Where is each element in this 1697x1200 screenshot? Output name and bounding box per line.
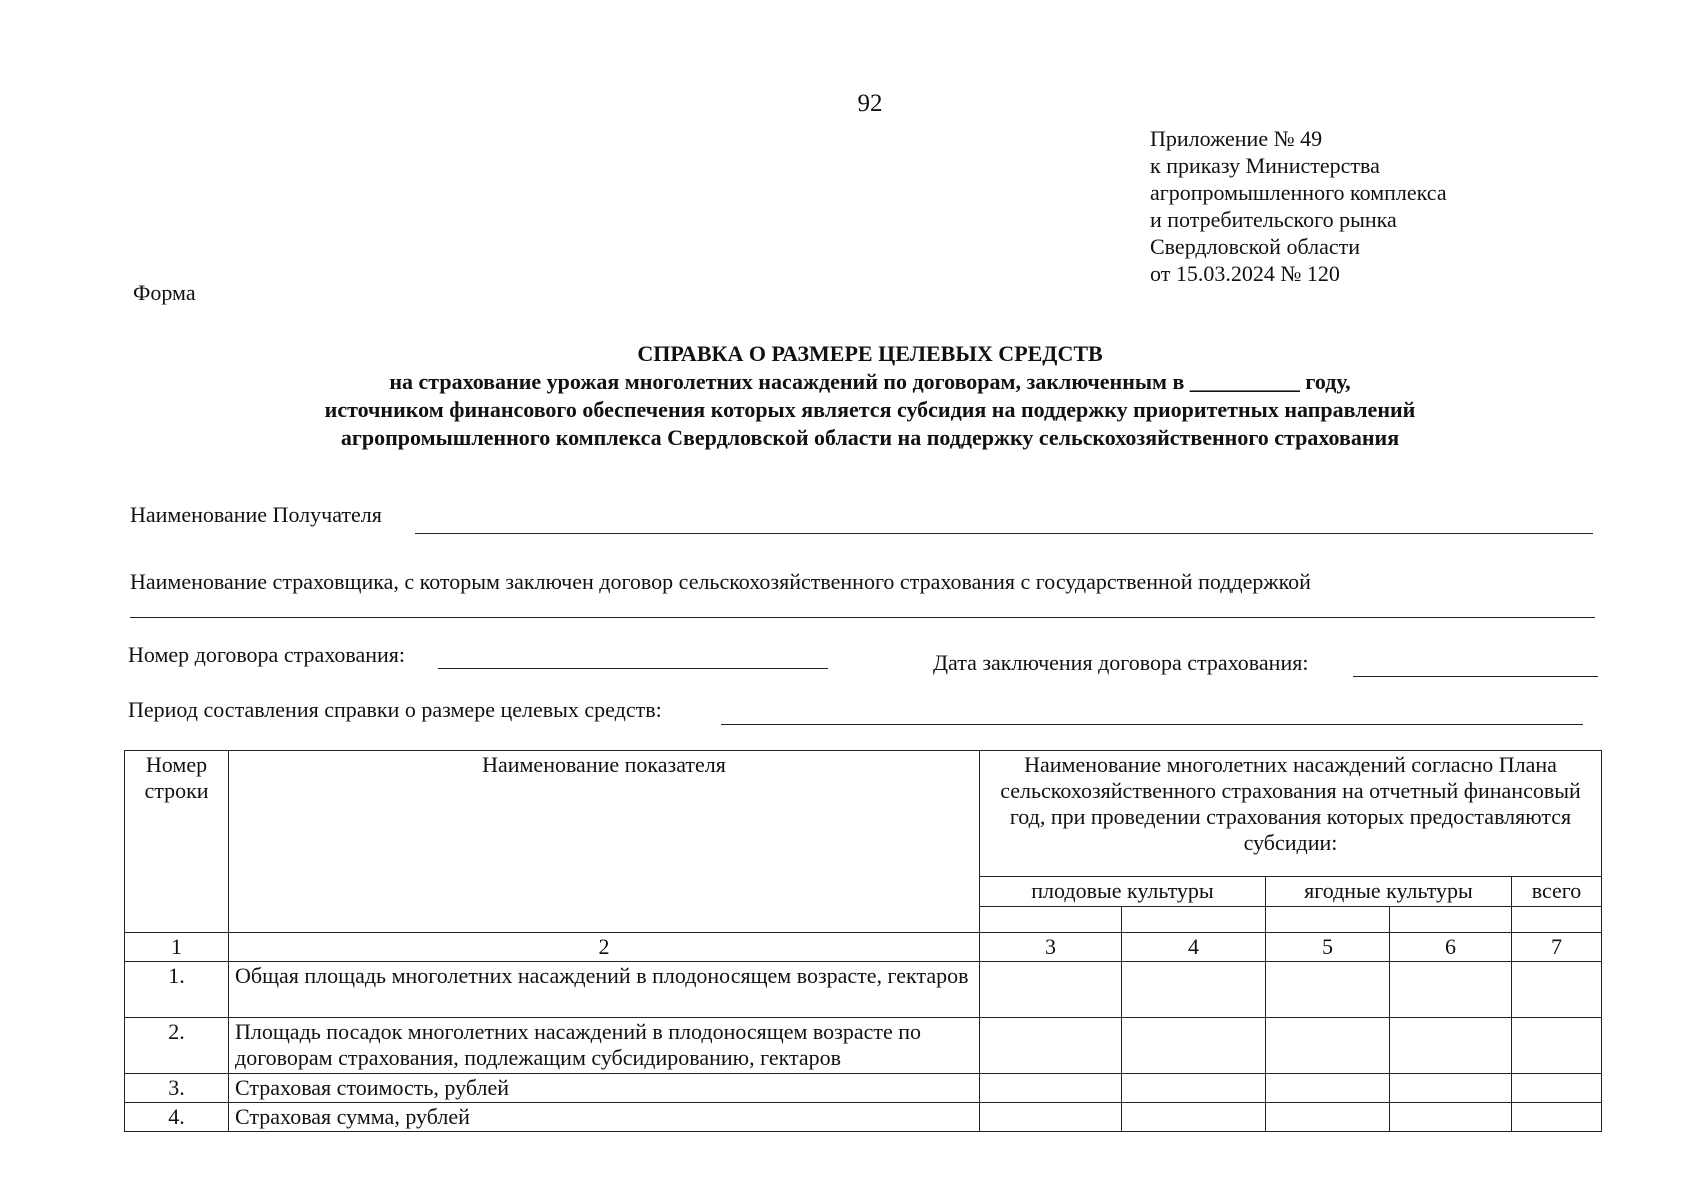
table-cell[interactable] — [980, 907, 1122, 933]
contract-date-label: Дата заключения договора страхования: — [933, 650, 1309, 675]
row-number: 1. — [125, 962, 229, 1018]
col-header-name: Наименование показателя — [229, 751, 980, 933]
title-line: на страхование урожая многолетних насаждений по договорам, заключенным в __________ году, — [389, 369, 1351, 394]
column-number: 3 — [980, 933, 1122, 962]
contract-date-input-line[interactable] — [1353, 676, 1598, 677]
column-number: 1 — [125, 933, 229, 962]
table-cell[interactable] — [1122, 1103, 1266, 1132]
recipient-input-line[interactable] — [415, 533, 1593, 534]
insurer-label: Наименование страховщика, с которым заключен договор сельскохозяйственного страхования с государственной поддержкой — [130, 569, 1311, 594]
column-number: 5 — [1266, 933, 1390, 962]
table-cell[interactable] — [980, 962, 1122, 1018]
table-cell[interactable] — [980, 1103, 1122, 1132]
table-cell[interactable] — [1266, 962, 1390, 1018]
table-row — [125, 962, 1602, 1018]
appendix-line: агропромышленного комплекса — [1150, 180, 1447, 205]
page-number: 92 — [857, 90, 883, 117]
period-input-line[interactable] — [721, 724, 1583, 725]
column-number: 4 — [1122, 933, 1266, 962]
table-cell[interactable] — [1266, 907, 1390, 933]
appendix-line: Свердловской области — [1150, 234, 1360, 259]
table-cell[interactable] — [1512, 1074, 1602, 1103]
appendix-block — [1150, 125, 1447, 287]
contract-number-label: Номер договора страхования: — [128, 642, 406, 667]
column-number: 7 — [1512, 933, 1602, 962]
table-row — [125, 1103, 1602, 1132]
title-line: источником финансового обеспечения которых является субсидия на поддержку приоритетных направлений — [324, 397, 1416, 422]
insurer-input-line[interactable] — [130, 617, 1595, 618]
table-cell[interactable] — [1512, 1018, 1602, 1074]
appendix-line: Приложение № 49 — [1150, 126, 1323, 151]
table-cell[interactable] — [1122, 907, 1266, 933]
table-cell[interactable] — [1266, 1103, 1390, 1132]
table-cell[interactable] — [1122, 1018, 1266, 1074]
row-name: Страховая сумма, рублей — [229, 1103, 980, 1132]
appendix-line: от 15.03.2024 № 120 — [1150, 261, 1340, 286]
subheader-fruit: плодовые культуры — [980, 877, 1266, 907]
contract-number-input-line[interactable] — [438, 668, 828, 669]
column-number: 2 — [229, 933, 980, 962]
row-name: Площадь посадок многолетних насаждений в плодоносящем возрасте по договорам страхования, подлежащим субсидированию, гектаров — [229, 1018, 980, 1074]
table-cell[interactable] — [1512, 1103, 1602, 1132]
table-cell[interactable] — [980, 1074, 1122, 1103]
recipient-label: Наименование Получателя — [130, 502, 382, 527]
table-cell[interactable] — [1266, 1074, 1390, 1103]
table-cell[interactable] — [1122, 962, 1266, 1018]
table-cell[interactable] — [980, 1018, 1122, 1074]
group-header-plantings: Наименование многолетних насаждений согласно Плана сельскохозяйственного страхования на отчетный финансовый год, при проведении страхования которых предоставляются субсидии: — [980, 751, 1602, 877]
row-number: 3. — [125, 1074, 229, 1103]
col-header-number: Номер строки — [125, 751, 229, 933]
form-label: Форма — [133, 280, 196, 305]
table-cell[interactable] — [1512, 962, 1602, 1018]
subheader-total: всего — [1512, 877, 1602, 907]
title-line: агропромышленного комплекса Свердловской области на поддержку сельскохозяйственного страхования — [340, 425, 1400, 450]
table-row — [125, 1018, 1602, 1074]
row-name: Общая площадь многолетних насаждений в плодоносящем возрасте, гектаров — [229, 962, 980, 1018]
document-title — [0, 340, 1697, 452]
table-cell[interactable] — [1390, 1103, 1512, 1132]
appendix-line: к приказу Министерства — [1150, 153, 1380, 178]
row-number: 2. — [125, 1018, 229, 1074]
table-row — [125, 1074, 1602, 1103]
table-cell[interactable] — [1512, 907, 1602, 933]
row-name: Страховая стоимость, рублей — [229, 1074, 980, 1103]
subheader-berry: ягодные культуры — [1266, 877, 1512, 907]
table-cell[interactable] — [1390, 962, 1512, 1018]
indicators-table — [124, 750, 1602, 1132]
period-label: Период составления справки о размере целевых средств: — [128, 697, 662, 722]
column-number: 6 — [1390, 933, 1512, 962]
table-cell[interactable] — [1122, 1074, 1266, 1103]
appendix-line: и потребительского рынка — [1150, 207, 1397, 232]
table-cell[interactable] — [1390, 907, 1512, 933]
title-main: СПРАВКА О РАЗМЕРЕ ЦЕЛЕВЫХ СРЕДСТВ — [637, 341, 1103, 366]
row-number: 4. — [125, 1103, 229, 1132]
table-cell[interactable] — [1266, 1018, 1390, 1074]
table-cell[interactable] — [1390, 1018, 1512, 1074]
table-cell[interactable] — [1390, 1074, 1512, 1103]
